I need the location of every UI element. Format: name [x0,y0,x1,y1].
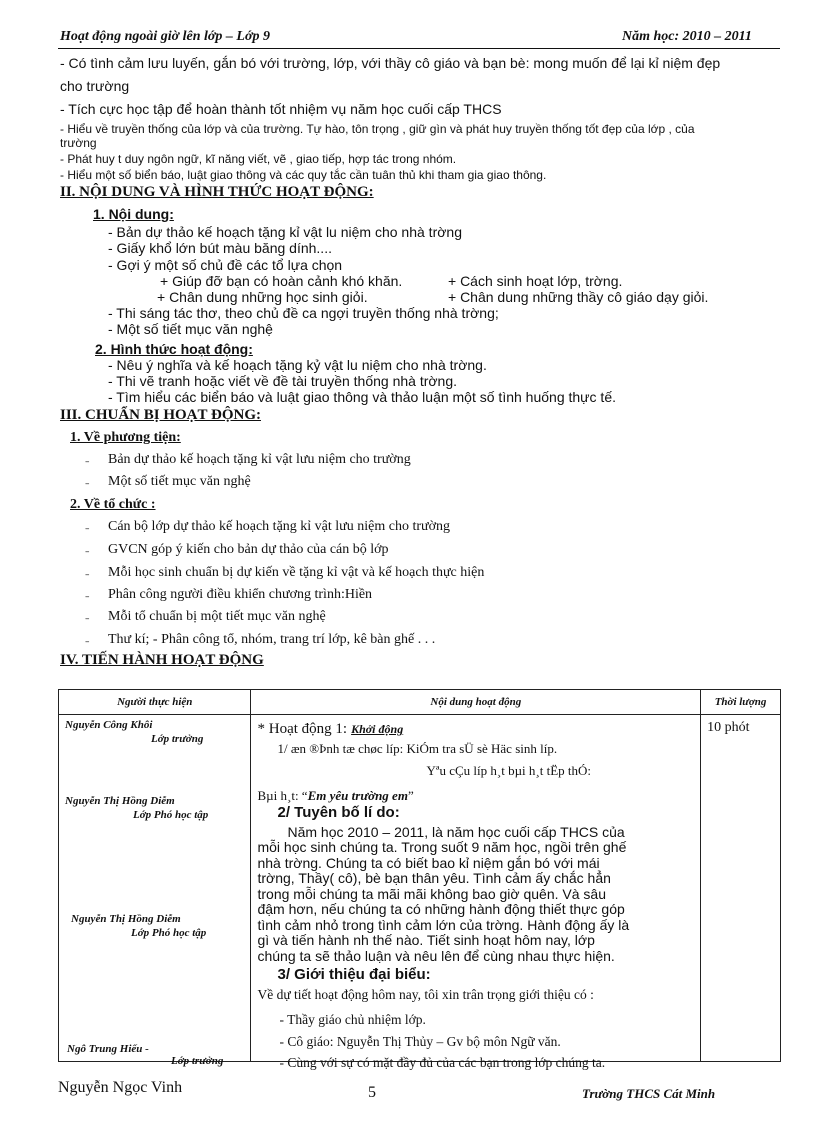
topic-item: + Giúp đỡ bạn có hoàn cảnh khó khăn. [160,273,403,289]
performer-role: Lớp Phó học tập [133,809,209,821]
content-item: - Giấy khổ lớn bút màu băng dính.... [108,240,332,256]
intro-line-3: - Hiểu về truyền thống của lớp và của trường. Tự hào, tôn trọng , giữ gìn và phát huy truyền thống tốt đẹp của lớp , của [60,122,695,136]
content-cell [251,715,701,1070]
header-content: Nội dung hoạt động [251,690,701,715]
performer-name: Ngô Trung Hiếu - [67,1043,149,1055]
performer-cell [59,715,251,1067]
intro-line-1b: cho trường [60,78,130,94]
header-right: Năm học: 2010 – 2011 [622,29,752,44]
content-item: - Một số tiết mục văn nghệ [108,321,273,337]
header-performer: Người thực hiện [59,690,251,715]
guest-item: - Cô giáo: Nguyễn Thị Thủy – Gv bộ môn Ngữ văn. [279,1034,561,1049]
form-item: - Nêu ý nghĩa và kế hoạch tặng kỷ vật lu niệm cho nhà trờng. [108,357,487,373]
content-line: Yªu cÇu líp h¸t bµi h¸t tËp thÓ: [426,763,592,778]
header-divider [58,48,780,49]
section-3-heading: 3/ Giới thiệu đại biểu: [277,966,431,983]
reason-line: nhà trờng. Chúng ta có biết bao kỉ niệm gắn bó với mái [257,855,600,871]
reason-line: gì và tiến hành nh thế nào. Tiết sinh hoạt hôm nay, lớp [257,932,595,948]
footer-author: Nguyễn Ngọc Vinh [58,1079,183,1096]
activity-1-title: Khởi động [351,722,404,736]
reason-line: trờng, Thầy( cô), bè bạn thân yêu. Tình cảm ấy chắc hẳn [257,870,611,886]
intro-line-1: - Có tình cảm lưu luyến, gắn bó với trường, lớp, với thầy cô giáo và bạn bè: mong muốn để lại kỉ niệm đẹp [60,55,721,71]
intro-line-2: - Tích cực học tập để hoàn thành tốt nhiệm vụ năm học cuối cấp THCS [60,101,502,117]
song-prefix: Bµi h¸t: “ [257,788,308,803]
prep-item: Một số tiết mục văn nghệ [108,474,251,489]
guests-intro: Về dự tiết hoạt động hôm nay, tôi xin trân trọng giới thiệu có : [257,987,594,1002]
form-item: - Tìm hiểu các biển báo và luật giao thông và thảo luận một số tình huống thực tế. [108,389,616,405]
section-3-sub-2: 2. Về tổ chức : [70,497,156,512]
dash-bullet-icon: – [85,637,90,647]
activity-1-heading [257,720,403,738]
dash-bullet-icon: – [85,614,90,624]
table-row [59,715,781,1062]
content-item: - Thi sáng tác thơ, theo chủ đề ca ngợi truyền thống nhà trờng; [108,305,499,321]
intro-line-5: - Hiểu một số biển báo, luật giao thông và các quy tắc cần tuân thủ khi tham gia giao thông. [60,168,547,182]
performer-role: Lớp trưởng [171,1055,224,1067]
section-2-sub-2 [95,341,253,357]
song-line [257,788,413,804]
dash-bullet-icon: – [85,547,90,557]
header-duration: Thời lượng [701,690,781,715]
topic-item: + Chân dung những học sinh giỏi. [157,289,368,305]
performer-role: Lớp trưởng [151,733,204,745]
dash-bullet-icon: – [85,457,90,467]
content-item: - Bản dự thảo kế hoạch tặng kỉ vật lu niệm cho nhà trờng [108,224,462,240]
section-4-title: IV. TIẾN HÀNH HOẠT ĐỘNG [60,652,264,668]
form-item: - Thi vẽ tranh hoặc viết về đề tài truyền thống nhà trờng. [108,373,458,389]
dash-bullet-icon: – [85,592,90,602]
activity-table [58,689,781,1070]
header-left: Hoạt động ngoài giờ lên lớp – Lớp 9 [60,29,270,44]
footer-school: Trường THCS Cát Minh [582,1086,716,1101]
song-suffix: ” [407,788,414,803]
reason-line: Năm học 2010 – 2011, là năm học cuối cấp THCS của [287,824,625,840]
dash-bullet-icon: – [85,570,90,580]
reason-line: đậm hơn, nếu chúng ta có những hành động thiết thực góp [257,901,625,917]
intro-line-3b: trường [60,136,97,150]
org-item: Cán bộ lớp dự thảo kế hoạch tặng kỉ vật lưu niệm cho trường [108,519,451,534]
duration-value: 10 phót [707,720,750,735]
guest-item: - Cùng với sự có mặt đầy đủ của các bạn trong lớp chúng ta. [279,1055,606,1070]
prep-item: Bản dự thảo kế hoạch tặng kỉ vật lưu niệm cho trường [108,452,411,467]
reason-line: mỗi học sinh chúng ta. Trong suốt 9 năm học, ngồi trên ghế [257,839,627,855]
intro-line-4: - Phát huy t duy ngôn ngữ, kĩ năng viết, vẽ , giao tiếp, hợp tác trong nhóm. [60,152,457,166]
dash-bullet-icon: – [85,524,90,534]
org-item: Thư kí; - Phân công tổ, nhóm, trang trí lớp, kê bàn ghế . . . [108,632,436,647]
org-item: GVCN góp ý kiến cho bản dự thảo của cán bộ lớp [108,542,389,557]
song-title: Em yêu trường em [307,788,408,803]
duration-cell [701,715,781,1062]
org-item: Mỗi tổ chuẩn bị một tiết mục văn nghệ [108,609,326,624]
org-item: Mỗi học sinh chuẩn bị dự kiến về tặng kỉ vật và kế hoạch thực hiện [108,565,485,580]
dash-bullet-icon: – [85,479,90,489]
topic-item: + Chân dung những thầy cô giáo dạy giỏi. [448,289,709,305]
performer-name: Nguyễn Thị Hồng Diễm [71,913,181,925]
performer-role: Lớp Phó học tập [131,927,207,939]
section-2-sub-1 [93,206,174,222]
table-header-row [59,690,781,715]
section-2-sub-2-text: 2. Hình thức hoạt động: [95,341,253,357]
org-item: Phân công người điều khiển chương trình:Hiền [108,587,373,602]
section-3-sub-1: 1. Về phương tiện: [70,430,181,445]
section-2-title: II. NỘI DUNG VÀ HÌNH THỨC HOẠT ĐỘNG: [60,184,374,200]
reason-line: chúng ta sẽ thảo luận và nêu lên để cùng nhau thực hiện. [257,948,615,964]
performer-name: Nguyễn Công Khôi [65,719,153,731]
performer-name: Nguyễn Thị Hồng Diễm [65,795,175,807]
activity-1-label: * Hoạt động 1: [257,721,348,737]
guest-item: - Thầy giáo chủ nhiệm lớp. [279,1012,426,1027]
reason-line: trong mỗi chúng ta mãi mãi không bao giờ quên. Và sâu [257,886,606,902]
page-number: 5 [368,1084,376,1101]
section-2-sub-1-text: 1. Nội dung: [93,206,174,222]
section-2-heading: 2/ Tuyên bố lí do: [277,804,400,821]
topic-item: + Cách sinh hoạt lớp, trờng. [448,273,623,289]
section-3-title: III. CHUẨN BỊ HOẠT ĐỘNG: [60,407,261,423]
content-item: - Gợi ý một số chủ đề các tổ lựa chọn [108,257,343,273]
content-line: 1/ æn ®Þnh tæ chøc líp: KiÓm tra sÜ sè Häc sinh líp. [277,741,558,756]
reason-line: tình cảm nhỏ trong tình cảm lớn của trờng. Hành động ấy là [257,917,630,933]
